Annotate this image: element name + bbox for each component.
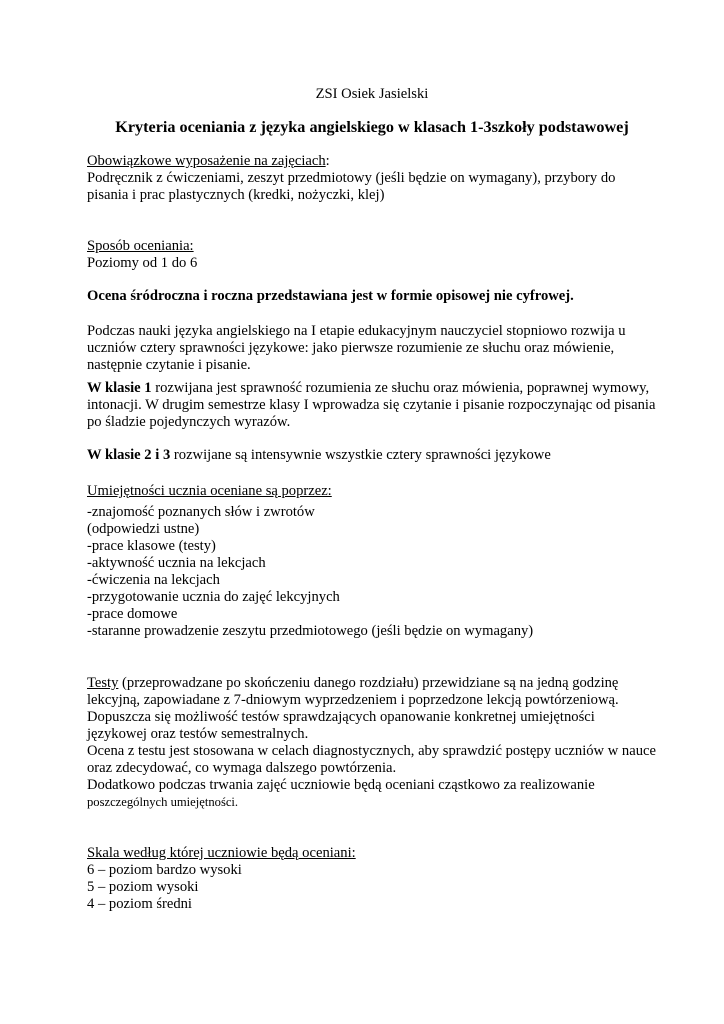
skills-section — [87, 483, 657, 500]
class23-label: W klasie 2 i 3 — [87, 447, 171, 463]
tests-text-1: (przeprowadzane po skończeniu danego rozdziału) przewidziane są na jedną godzinę lekcyjną, zapowiadane z 7-dniowym wyprzedzeniem i poprzedzone lekcją powtórzeniową. — [87, 675, 619, 708]
tests-heading: Testy — [87, 675, 119, 691]
tests-paragraph — [87, 675, 657, 709]
scale-heading: Skala według której uczniowie będą oceniani: — [87, 845, 356, 861]
list-item: -prace domowe — [87, 606, 178, 622]
scale-section — [87, 845, 657, 913]
descriptive-note: Ocena śródroczna i roczna przedstawiana jest w formie opisowej nie cyfrowej. — [87, 288, 574, 304]
class1-paragraph — [87, 380, 657, 431]
list-item: -aktywność ucznia na lekcjach — [87, 555, 266, 571]
list-item: -prace klasowe (testy) — [87, 538, 216, 554]
scale-item: 5 – poziom wysoki — [87, 879, 199, 895]
equipment-section — [87, 153, 657, 204]
document-title: Kryteria oceniania z języka angielskiego w klasach 1-3szkoły podstawowej — [115, 118, 629, 136]
method-text: Poziomy od 1 do 6 — [87, 255, 198, 271]
tests-section — [87, 675, 657, 811]
tests-text-4-small: poszczególnych umiejętności. — [87, 795, 239, 809]
equipment-text: Podręcznik z ćwiczeniami, zeszyt przedmiotowy (jeśli będzie on wymagany), przybory do pisania i prac plastycznych (kredki, nożyczki, klej) — [87, 170, 616, 203]
school-name: ZSI Osiek Jasielski — [315, 86, 429, 102]
list-item: -ćwiczenia na lekcjach — [87, 572, 220, 588]
tests-text-4 — [87, 777, 657, 811]
equipment-heading-colon: : — [325, 153, 330, 169]
skills-heading: Umiejętności ucznia oceniane są poprzez: — [87, 483, 332, 499]
skills-list — [87, 504, 657, 640]
class1-text: rozwijana jest sprawność rozumienia ze słuchu oraz mówienia, poprawnej wymowy, intonacji. W drugim semestrze klasy I wprowadza się czytanie i pisanie rozpoczynając od pisania po śladzie pojedynczych wyrazów. — [87, 380, 656, 430]
class23-text: rozwijane są intensywnie wszystkie cztery sprawności językowe — [170, 447, 551, 463]
scale-item: 6 – poziom bardzo wysoki — [87, 862, 242, 878]
tests-text-3: Ocena z testu jest stosowana w celach diagnostycznych, aby sprawdzić postępy uczniów w nauce oraz zdecydować, co wymaga dalszego powtórzenia. — [87, 743, 656, 776]
list-item: -przygotowanie ucznia do zajęć lekcyjnych — [87, 589, 340, 605]
scale-item: 4 – poziom średni — [87, 896, 192, 912]
list-item: -staranne prowadzenie zeszytu przedmiotowego (jeśli będzie on wymagany) — [87, 623, 534, 639]
equipment-heading: Obowiązkowe wyposażenie na zajęciach — [87, 153, 326, 169]
method-heading: Sposób oceniania: — [87, 238, 194, 254]
list-item: (odpowiedzi ustne) — [87, 521, 200, 537]
class1-label: W klasie 1 — [87, 380, 152, 396]
class23-paragraph — [87, 447, 657, 464]
list-item: -znajomość poznanych słów i zwrotów — [87, 504, 315, 520]
intro-paragraph: Podczas nauki języka angielskiego na I etapie edukacyjnym nauczyciel stopniowo rozwija u uczniów cztery sprawności językowe: jako pierwsze rozumienie ze słuchu oraz mówienie, następnie czytanie i pisanie. — [87, 323, 626, 373]
tests-text-2: Dopuszcza się możliwość testów sprawdzających opanowanie konkretnej umiejętności językowej oraz testów semestralnych. — [87, 709, 595, 742]
document-body — [87, 86, 657, 913]
tests-text-4-main: Dodatkowo podczas trwania zajęć uczniowie będą oceniani cząstkowo za realizowanie — [87, 777, 595, 793]
method-section — [87, 238, 657, 272]
